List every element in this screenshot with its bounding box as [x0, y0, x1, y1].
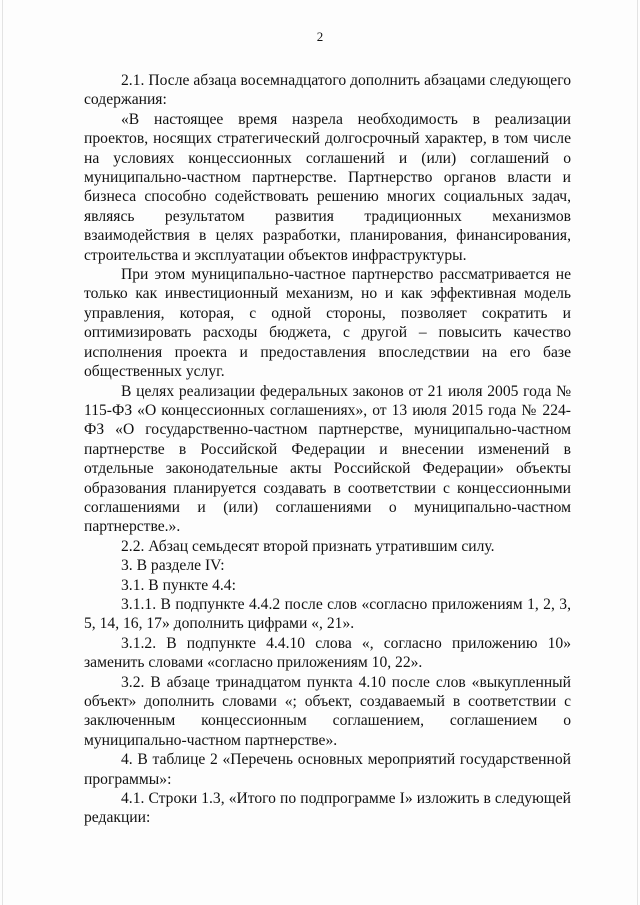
page-edge-right	[637, 0, 638, 905]
paragraph-2-2: 2.2. Абзац семьдесят второй признать утратившим силу.	[121, 537, 495, 555]
document-body	[84, 71, 571, 828]
paragraph-4: 4. В таблице 2 «Перечень основных мероприятий государственной программы»:	[84, 751, 571, 788]
page-number: 2	[316, 29, 324, 44]
paragraph-federal-laws: В целях реализации федеральных законов от 21 июля 2005 года № 115-ФЗ «О концессионных соглашениях», от 13 июля 2015 года № 224-ФЗ «О государственно-частном партнерстве, муниципально-частном партнерстве в Российской Федерации и внесении изменений в отдельные законодательные акты Российской Федерации» объекты образования планируется создавать в соответствии с концессионными соглашениями и (или) соглашениями о муниципально-частном партнерстве.».	[84, 382, 571, 536]
paragraph-3-1: 3.1. В пункте 4.4:	[121, 576, 236, 594]
paragraph-4-1: 4.1. Строки 1.3, «Итого по подпрограмме I» изложить в следующей редакции:	[84, 790, 571, 827]
paragraph-3-1-2: 3.1.2. В подпункте 4.4.10 слова «, согласно приложению 10» заменить словами «согласно приложениям 10, 22».	[84, 634, 571, 672]
paragraph-quote-intro: «В настоящее время назрела необходимость в реализации проектов, носящих стратегический долгосрочный характер, в том числе на условиях концессионных соглашений и (или) соглашений о муниципально-частном партнерстве. Партнерство органов власти и бизнеса способно содействовать решению многих социальных задач, являясь результатом развития традиционных механизмов взаимодействия в целях разработки, планирования, финансирования, строительства и эксплуатации объектов инфраструктуры.	[84, 110, 571, 264]
paragraph-2-1: 2.1. После абзаца восемнадцатого дополнить абзацами следующего содержания:	[84, 72, 571, 109]
paragraph-3-2: 3.2. В абзаце тринадцатом пункта 4.10 после слов «выкупленный объект» дополнить словами «; объект, создаваемый в соответствии с заключенным концессионным соглашением, соглашением о муниципально-частном партнерстве».	[84, 673, 571, 749]
page-edge-left	[2, 0, 3, 905]
paragraph-3: 3. В разделе IV:	[121, 557, 225, 575]
paragraph-mcp-model: При этом муниципально-частное партнерство рассматривается не только как инвестиционный механизм, но и как эффективная модель управления, которая, с одной стороны, позволяет сократить и оптимизировать расходы бюджета, с другой – повысить качество исполнения проекта и предоставления впоследствии на его базе общественных услуг.	[84, 266, 571, 381]
paragraph-3-1-1: 3.1.1. В подпункте 4.4.2 после слов «согласно приложениям 1, 2, 3, 5, 14, 16, 17» дополнить цифрами «, 21».	[84, 595, 571, 633]
